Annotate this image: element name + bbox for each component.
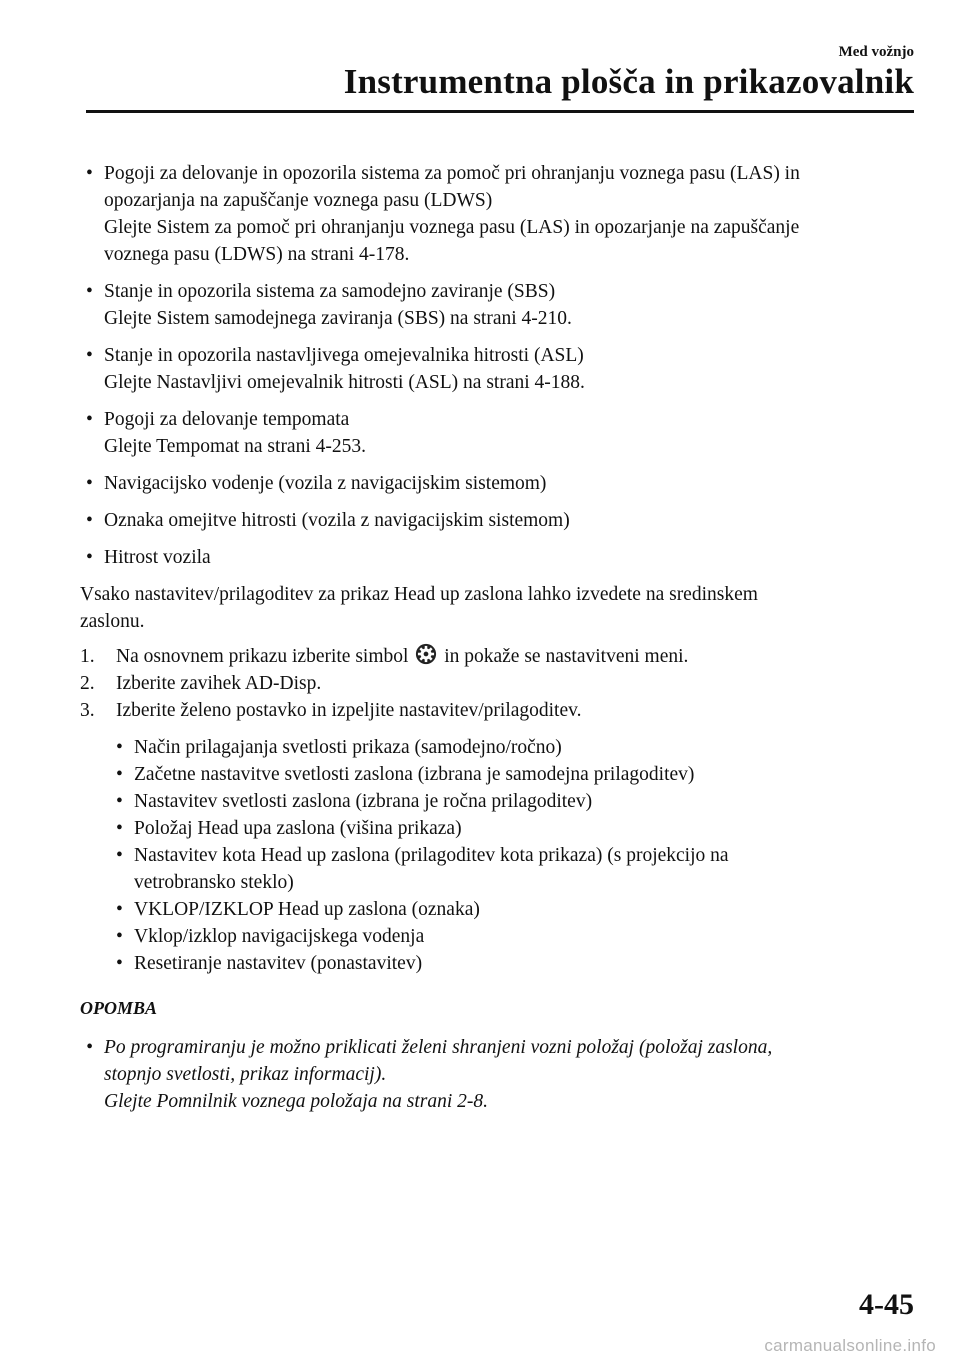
text-line: Vklop/izklop navigacijskega vodenja bbox=[134, 926, 425, 947]
settings-list-item bbox=[110, 761, 920, 788]
text-line: Način prilagajanja svetlosti prikaza (samodejno/ročno) bbox=[134, 737, 562, 758]
text-line: Oznaka omejitve hitrosti (vozila z navigacijskim sistemom) bbox=[104, 510, 570, 531]
bullet-mark: • bbox=[116, 926, 123, 947]
content bbox=[80, 160, 920, 1125]
header-section: Med vožnjo bbox=[838, 44, 914, 60]
settings-list-item bbox=[110, 815, 920, 842]
text-line: opozarjanja na zapuščanje voznega pasu (LDWS) bbox=[104, 190, 493, 211]
bullet-mark: • bbox=[116, 737, 123, 758]
text-line: voznega pasu (LDWS) na strani 4-178. bbox=[104, 244, 410, 265]
step-number: 2. bbox=[80, 673, 95, 694]
note-label: OPOMBA bbox=[80, 998, 158, 1018]
page-title: Instrumentna plošča in prikazovalnik bbox=[343, 62, 914, 101]
text-line: Resetiranje nastavitev (ponastavitev) bbox=[134, 953, 423, 974]
step-item bbox=[80, 643, 920, 670]
list-item bbox=[80, 507, 920, 534]
step-text: Na osnovnem prikazu izberite simbol bbox=[116, 646, 409, 667]
bullet-mark: • bbox=[86, 281, 93, 302]
text-line: Hitrost vozila bbox=[104, 547, 211, 568]
settings-list-item bbox=[110, 734, 920, 761]
bullet-mark: • bbox=[86, 510, 93, 531]
text-line: Položaj Head upa zaslona (višina prikaza) bbox=[134, 818, 462, 839]
intro-line: zaslonu. bbox=[80, 611, 145, 632]
text-line: vetrobransko steklo) bbox=[134, 872, 294, 893]
step-list bbox=[80, 643, 920, 724]
step-item bbox=[80, 670, 920, 697]
note-item bbox=[80, 1034, 920, 1115]
text-line: Glejte Nastavljivi omejevalnik hitrosti (ASL) na strani 4-188. bbox=[104, 372, 585, 393]
bullet-mark: • bbox=[86, 473, 93, 494]
step-text: Izberite želeno postavko in izpeljite nastavitev/prilagoditev. bbox=[116, 700, 582, 721]
list-item bbox=[80, 160, 920, 268]
step-number: 1. bbox=[80, 646, 95, 667]
bullet-mark: • bbox=[86, 163, 93, 184]
list-item bbox=[80, 278, 920, 332]
text-line: Nastavitev kota Head up zaslona (prilagoditev kota prikaza) (s projekcijo na bbox=[134, 845, 729, 866]
step-item bbox=[80, 697, 920, 724]
bullet-mark: • bbox=[116, 899, 123, 920]
intro-line: Vsako nastavitev/prilagoditev za prikaz Head up zaslona lahko izvedete na sredinskem bbox=[80, 584, 758, 605]
bullet-list bbox=[80, 160, 920, 571]
text-line: Glejte Sistem za pomoč pri ohranjanju voznega pasu (LAS) in opozarjanje na zapuščanje bbox=[104, 217, 800, 238]
settings-list-item bbox=[110, 923, 920, 950]
bullet-mark: • bbox=[116, 845, 123, 866]
gear-icon bbox=[415, 643, 437, 665]
list-item bbox=[80, 406, 920, 460]
bullet-mark: • bbox=[116, 764, 123, 785]
settings-list-item bbox=[110, 896, 920, 923]
settings-list-item bbox=[110, 950, 920, 977]
text-line: Glejte Tempomat na strani 4-253. bbox=[104, 436, 367, 457]
text-line: Stanje in opozorila sistema za samodejno zaviranje (SBS) bbox=[104, 281, 556, 302]
list-item bbox=[80, 544, 920, 571]
note-line: stopnjo svetlosti, prikaz informacij). bbox=[104, 1064, 387, 1085]
bullet-mark: • bbox=[86, 345, 93, 366]
text-line: Začetne nastavitve svetlosti zaslona (izbrana je samodejna prilagoditev) bbox=[134, 764, 695, 785]
text-line: Navigacijsko vodenje (vozila z navigacijskim sistemom) bbox=[104, 473, 547, 494]
bullet-mark: • bbox=[86, 409, 93, 430]
settings-list-item bbox=[110, 842, 920, 896]
step-text: in pokaže se nastavitveni meni. bbox=[444, 646, 689, 667]
text-line: VKLOP/IZKLOP Head up zaslona (oznaka) bbox=[134, 899, 480, 920]
note-line: Po programiranju je možno priklicati želeni shranjeni vozni položaj (položaj zaslona, bbox=[104, 1037, 773, 1058]
step-number: 3. bbox=[80, 700, 95, 721]
list-item bbox=[80, 470, 920, 497]
settings-list-item bbox=[110, 788, 920, 815]
bullet-mark: • bbox=[116, 953, 123, 974]
page-number: 4-45 bbox=[859, 1288, 914, 1321]
bullet-mark: • bbox=[116, 818, 123, 839]
text-line: Pogoji za delovanje tempomata bbox=[104, 409, 350, 430]
bullet-mark: • bbox=[86, 1037, 93, 1058]
bullet-mark: • bbox=[116, 791, 123, 812]
note-line: Glejte Pomnilnik voznega položaja na strani 2-8. bbox=[104, 1091, 489, 1112]
text-line: Glejte Sistem samodejnega zaviranja (SBS) na strani 4-210. bbox=[104, 308, 572, 329]
step-text: Izberite zavihek AD-Disp. bbox=[116, 673, 322, 694]
list-item bbox=[80, 342, 920, 396]
text-line: Nastavitev svetlosti zaslona (izbrana je ročna prilagoditev) bbox=[134, 791, 593, 812]
text-line: Pogoji za delovanje in opozorila sistema za pomoč pri ohranjanju voznega pasu (LAS) in bbox=[104, 163, 800, 184]
settings-list bbox=[80, 734, 920, 977]
header-divider bbox=[86, 110, 914, 113]
watermark: carmanualsonline.info bbox=[764, 1336, 936, 1355]
bullet-mark: • bbox=[86, 547, 93, 568]
text-line: Stanje in opozorila nastavljivega omejevalnika hitrosti (ASL) bbox=[104, 345, 584, 366]
intro-paragraph bbox=[80, 581, 920, 635]
